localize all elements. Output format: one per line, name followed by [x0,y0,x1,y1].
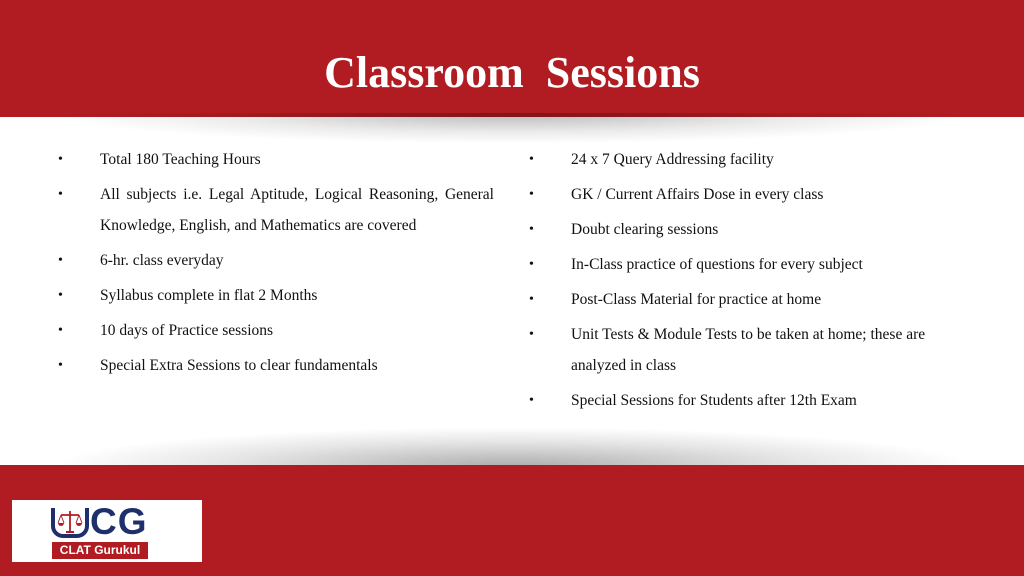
list-item-text: Total 180 Teaching Hours [100,151,261,168]
logo-name: CLAT Gurukul [59,543,141,557]
list-item [527,250,967,281]
top-shadow [60,113,964,143]
list-item [527,320,967,381]
bullet-icon: • [529,257,534,272]
slide-title: Classroom Sessions [324,48,700,97]
list-item-text: 10 days of Practice sessions [100,321,274,339]
bullet-icon: • [529,187,534,202]
list-item [56,281,494,312]
list-item-text: 6-hr. class everyday [100,251,224,269]
bullet-icon: • [529,292,534,307]
left-bullet-list [56,145,494,386]
list-item [56,316,494,347]
bullet-icon: • [529,152,534,167]
list-item [56,246,494,277]
bullet-icon: • [58,252,63,268]
bullet-icon: • [529,392,534,408]
bullet-icon: • [58,287,63,303]
list-item-text: Post-Class Material for practice at home [571,291,822,308]
bullet-icon: • [58,357,63,373]
bottom-shadow [60,428,964,466]
list-item [527,215,967,246]
list-item [56,351,494,382]
list-item-text: Doubt clearing sessions [571,221,719,238]
right-bullet-list [527,145,967,421]
logo-name-bar [52,542,148,559]
list-item-text: GK / Current Affairs Dose in every class [571,186,824,203]
list-item-text: Special Extra Sessions to clear fundamentals [100,356,378,374]
logo [12,500,202,562]
list-item-text: Syllabus complete in flat 2 Months [100,286,318,304]
list-item-text: Unit Tests & Module Tests to be taken at home; these are analyzed in class [571,326,926,374]
bullet-icon: • [58,187,63,202]
list-item-text: All subjects i.e. Legal Aptitude, Logical Reasoning, General Knowledge, English, and Mathematics are covered [100,186,494,234]
logo-mark-text: CG [90,501,148,542]
list-item [527,386,967,417]
list-item-text: 24 x 7 Query Addressing facility [571,151,774,168]
list-item [56,145,494,176]
bullet-icon: • [58,322,63,338]
bullet-icon: • [529,222,534,237]
list-item [527,145,967,176]
scales-of-justice-icon [50,506,90,540]
list-item [56,180,494,241]
list-item [527,285,967,316]
bullet-icon: • [529,327,534,342]
list-item [527,180,967,211]
list-item-text: In-Class practice of questions for every subject [571,256,863,273]
list-item-text: Special Sessions for Students after 12th Exam [571,391,857,409]
bullet-icon: • [58,152,63,167]
